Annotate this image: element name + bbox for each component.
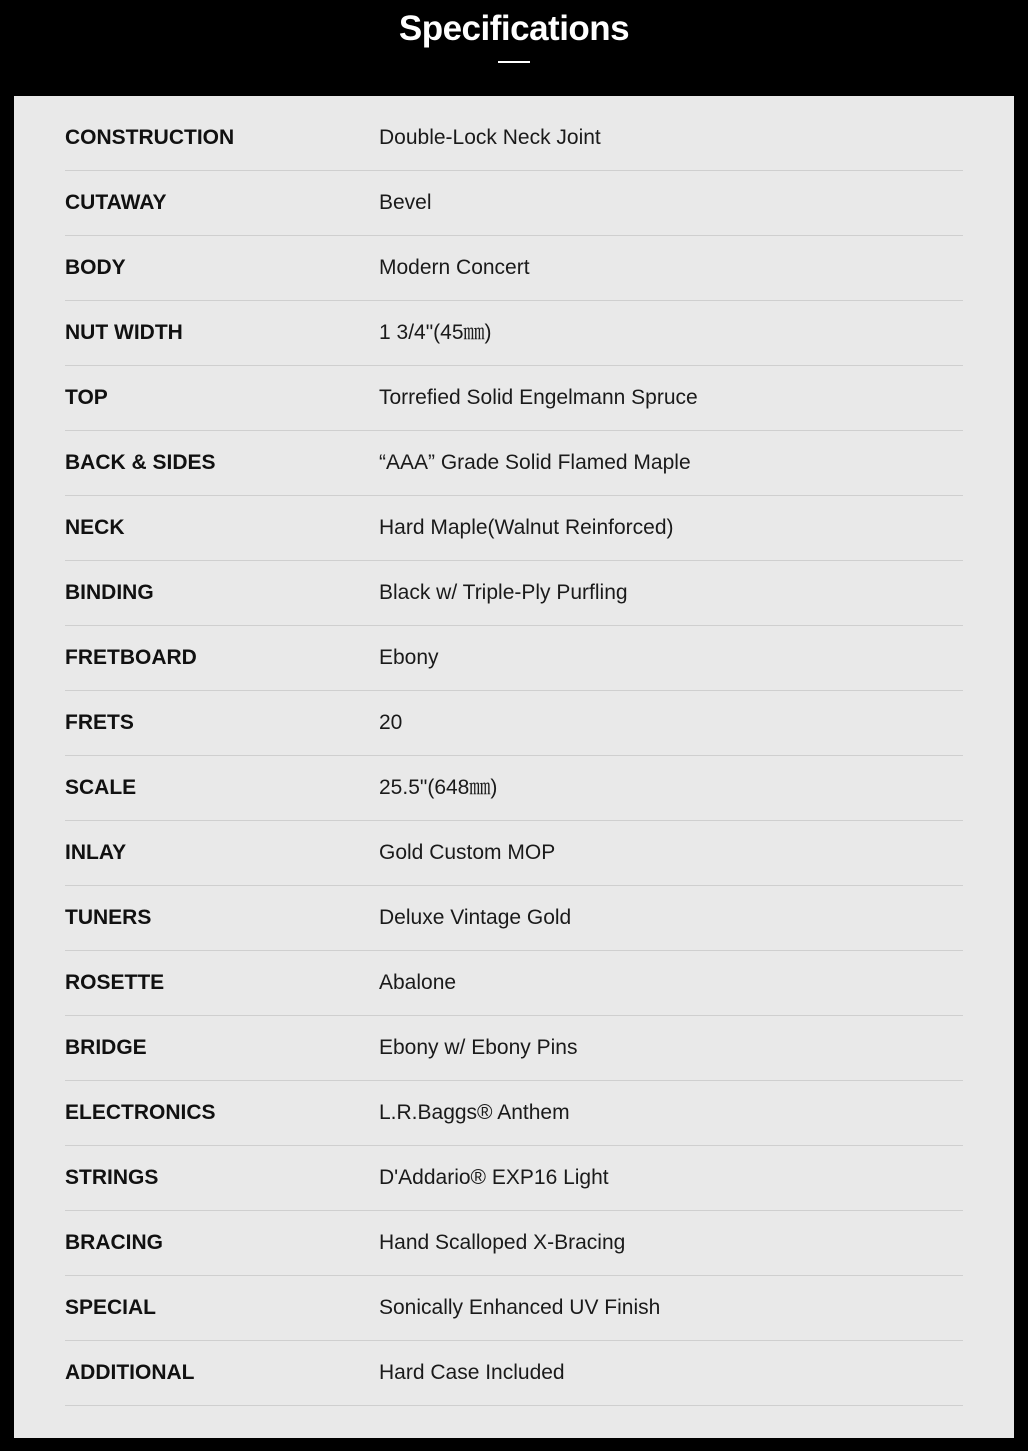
spec-value: Double-Lock Neck Joint [379,126,601,149]
spec-label: CONSTRUCTION [65,126,235,149]
spec-label: NECK [65,516,125,539]
spec-row-special [65,1276,963,1341]
spec-value: 25.5"(648㎜) [379,776,498,799]
spec-value: 1 3/4"(45㎜) [379,321,492,344]
spec-row-binding [65,561,963,626]
spec-row-additional [65,1341,963,1406]
spec-label: SCALE [65,776,137,799]
spec-row-strings [65,1146,963,1211]
spec-label: ROSETTE [65,971,165,994]
spec-row-back-sides [65,431,963,496]
spec-row-electronics [65,1081,963,1146]
spec-label: INLAY [65,841,127,864]
spec-value: 20 [379,711,403,734]
spec-label: TOP [65,386,108,409]
spec-value: D'Addario® EXP16 Light [379,1166,609,1189]
spec-row-cutaway [65,171,963,236]
spec-label: FRETS [65,711,134,734]
spec-row-rosette [65,951,963,1016]
spec-label: CUTAWAY [65,191,167,214]
spec-value: Ebony w/ Ebony Pins [379,1036,578,1059]
spec-label: NUT WIDTH [65,321,183,344]
spec-value: Abalone [379,971,457,994]
spec-value: Hand Scalloped X-Bracing [379,1231,626,1254]
spec-value: Bevel [379,191,432,214]
spec-value: Ebony [379,646,439,669]
spec-row-tuners [65,886,963,951]
spec-label: BODY [65,256,126,279]
spec-value: Gold Custom MOP [379,841,556,864]
spec-row-fretboard [65,626,963,691]
spec-value: L.R.Baggs® Anthem [379,1101,570,1124]
spec-label: ELECTRONICS [65,1101,216,1124]
spec-label: STRINGS [65,1166,159,1189]
spec-value: Modern Concert [379,256,530,279]
spec-label: BRIDGE [65,1036,147,1059]
spec-row-top [65,366,963,431]
spec-row-nut-width [65,301,963,366]
spec-label: SPECIAL [65,1296,157,1319]
spec-value: Deluxe Vintage Gold [379,906,572,929]
spec-row-body [65,236,963,301]
specifications-panel [14,96,1014,1438]
spec-label: ADDITIONAL [65,1361,195,1384]
spec-label: TUNERS [65,906,152,929]
spec-value: Torrefied Solid Engelmann Spruce [379,386,698,409]
title-underline [498,61,530,63]
spec-row-neck [65,496,963,561]
spec-label: BACK & SIDES [65,451,216,474]
spec-row-bridge [65,1016,963,1081]
spec-value: Hard Case Included [379,1361,565,1384]
spec-label: BINDING [65,581,154,604]
spec-value: “AAA” Grade Solid Flamed Maple [379,451,691,474]
spec-value: Black w/ Triple-Ply Purfling [379,581,628,604]
spec-row-frets [65,691,963,756]
page-title: Specifications [398,9,630,48]
spec-row-construction [65,106,963,171]
spec-label: BRACING [65,1231,163,1254]
spec-value: Hard Maple(Walnut Reinforced) [379,516,674,539]
spec-value: Sonically Enhanced UV Finish [379,1296,661,1319]
page-header [0,0,1028,96]
spec-row-scale [65,756,963,821]
spec-row-inlay [65,821,963,886]
spec-row-bracing [65,1211,963,1276]
spec-label: FRETBOARD [65,646,197,669]
specifications-list [65,106,963,1406]
